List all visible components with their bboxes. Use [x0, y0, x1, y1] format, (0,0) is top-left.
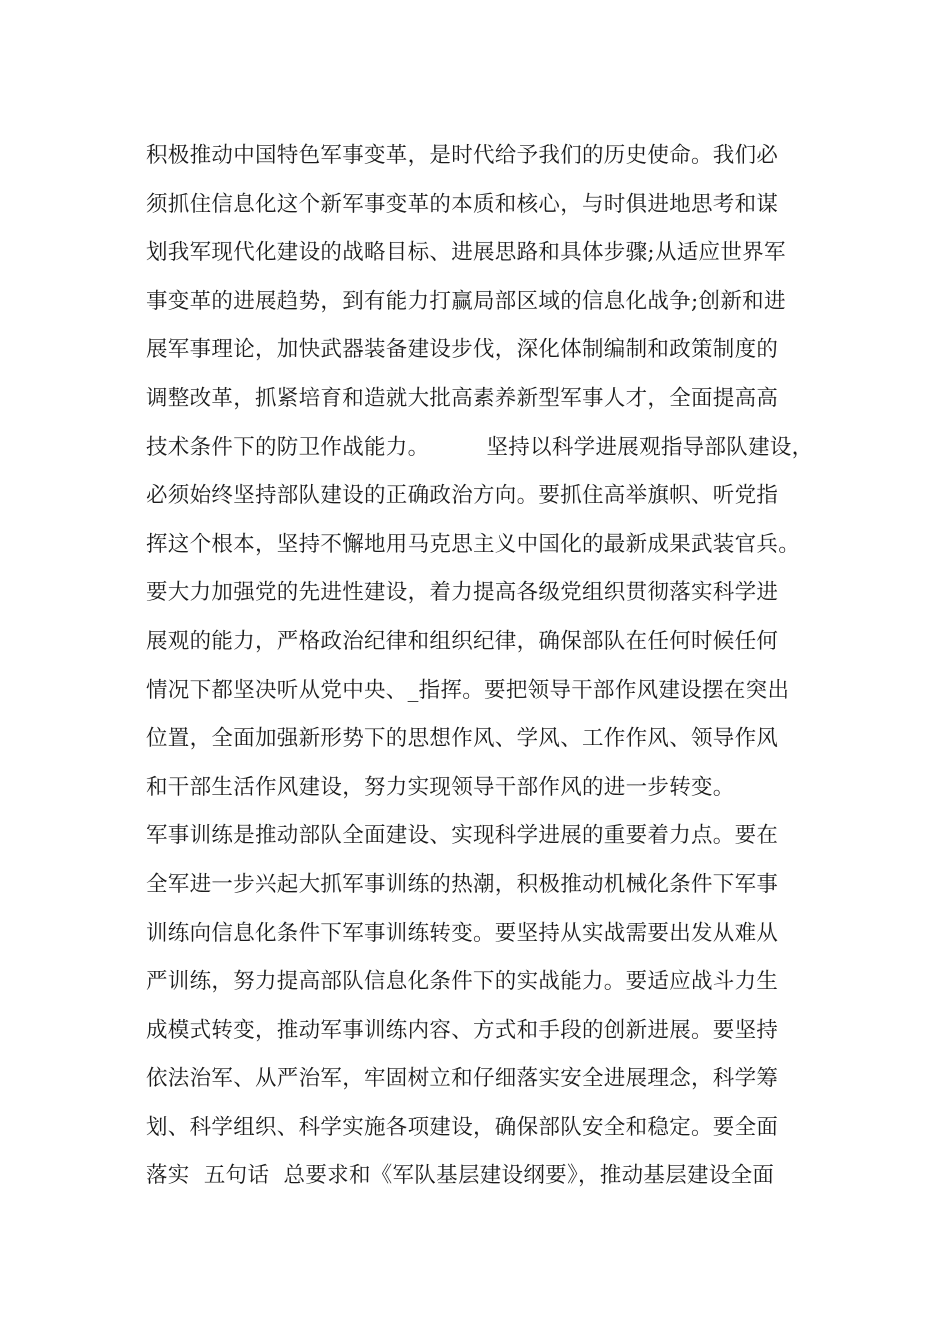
text-line: 须抓住信息化这个新军事变革的本质和核心，与时俱进地思考和谋 — [146, 191, 779, 217]
text-line: 事变革的进展趋势，到有能力打赢局部区域的信息化战争;创新和进 — [146, 288, 786, 314]
text-line: 位置，全面加强新形势下的思想作风、学风、工作作风、领导作风 — [146, 726, 779, 752]
text-line: 严训练，努力提高部队信息化条件下的实战能力。要适应战斗力生 — [146, 969, 779, 995]
text-line: 调整改革，抓紧培育和造就大批高素养新型军事人才，全面提高高 — [146, 385, 779, 411]
text-line: 情况下都坚决听从党中央、_指挥。要把领导干部作风建设摆在突出 — [146, 677, 790, 703]
text-line: 依法治军、从严治军，牢固树立和仔细落实安全进展理念，科学筹 — [146, 1066, 779, 1092]
text-line: 积极推动中国特色军事变革，是时代给予我们的历史使命。我们必 — [146, 143, 779, 168]
text-line: 划、科学组织、科学实施各项建设，确保部队安全和稳定。要全面 — [146, 1114, 779, 1140]
body-text — [146, 132, 836, 1201]
text-line: 必须始终坚持部队建设的正确政治方向。要抓住高举旗帜、听党指 — [146, 483, 779, 509]
text-line: 成模式转变，推动军事训练内容、方式和手段的创新进展。要坚持 — [146, 1017, 779, 1043]
text-line: 挥这个根本，坚持不懈地用马克思主义中国化的最新成果武装官兵。 — [146, 531, 801, 557]
text-line: 展观的能力，严格政治纪律和组织纪律，确保部队在任何时候任何 — [146, 628, 779, 654]
text-line: 展军事理论，加快武器装备建设步伐，深化体制编制和政策制度的 — [146, 337, 779, 363]
text-line: 训练向信息化条件下军事训练转变。要坚持从实战需要出发从难从 — [146, 920, 779, 946]
text-line: 落实 五句话 总要求和《军队基层建设纲要》，推动基层建设全面 — [146, 1163, 775, 1189]
text-line: 全军进一步兴起大抓军事训练的热潮，积极推动机械化条件下军事 — [146, 871, 779, 897]
text-line: 和干部生活作风建设，努力实现领导干部作风的进一步转变。 — [146, 774, 735, 800]
text-line: 要大力加强党的先进性建设，着力提高各级党组织贯彻落实科学进 — [146, 580, 779, 606]
text-line: 技术条件下的防卫作战能力。 坚持以科学进展观指导部队建设， — [146, 434, 814, 460]
text-line: 军事训练是推动部队全面建设、实现科学进展的重要着力点。要在 — [146, 823, 779, 849]
text-line: 划我军现代化建设的战略目标、进展思路和具体步骤;从适应世界军 — [146, 240, 786, 266]
